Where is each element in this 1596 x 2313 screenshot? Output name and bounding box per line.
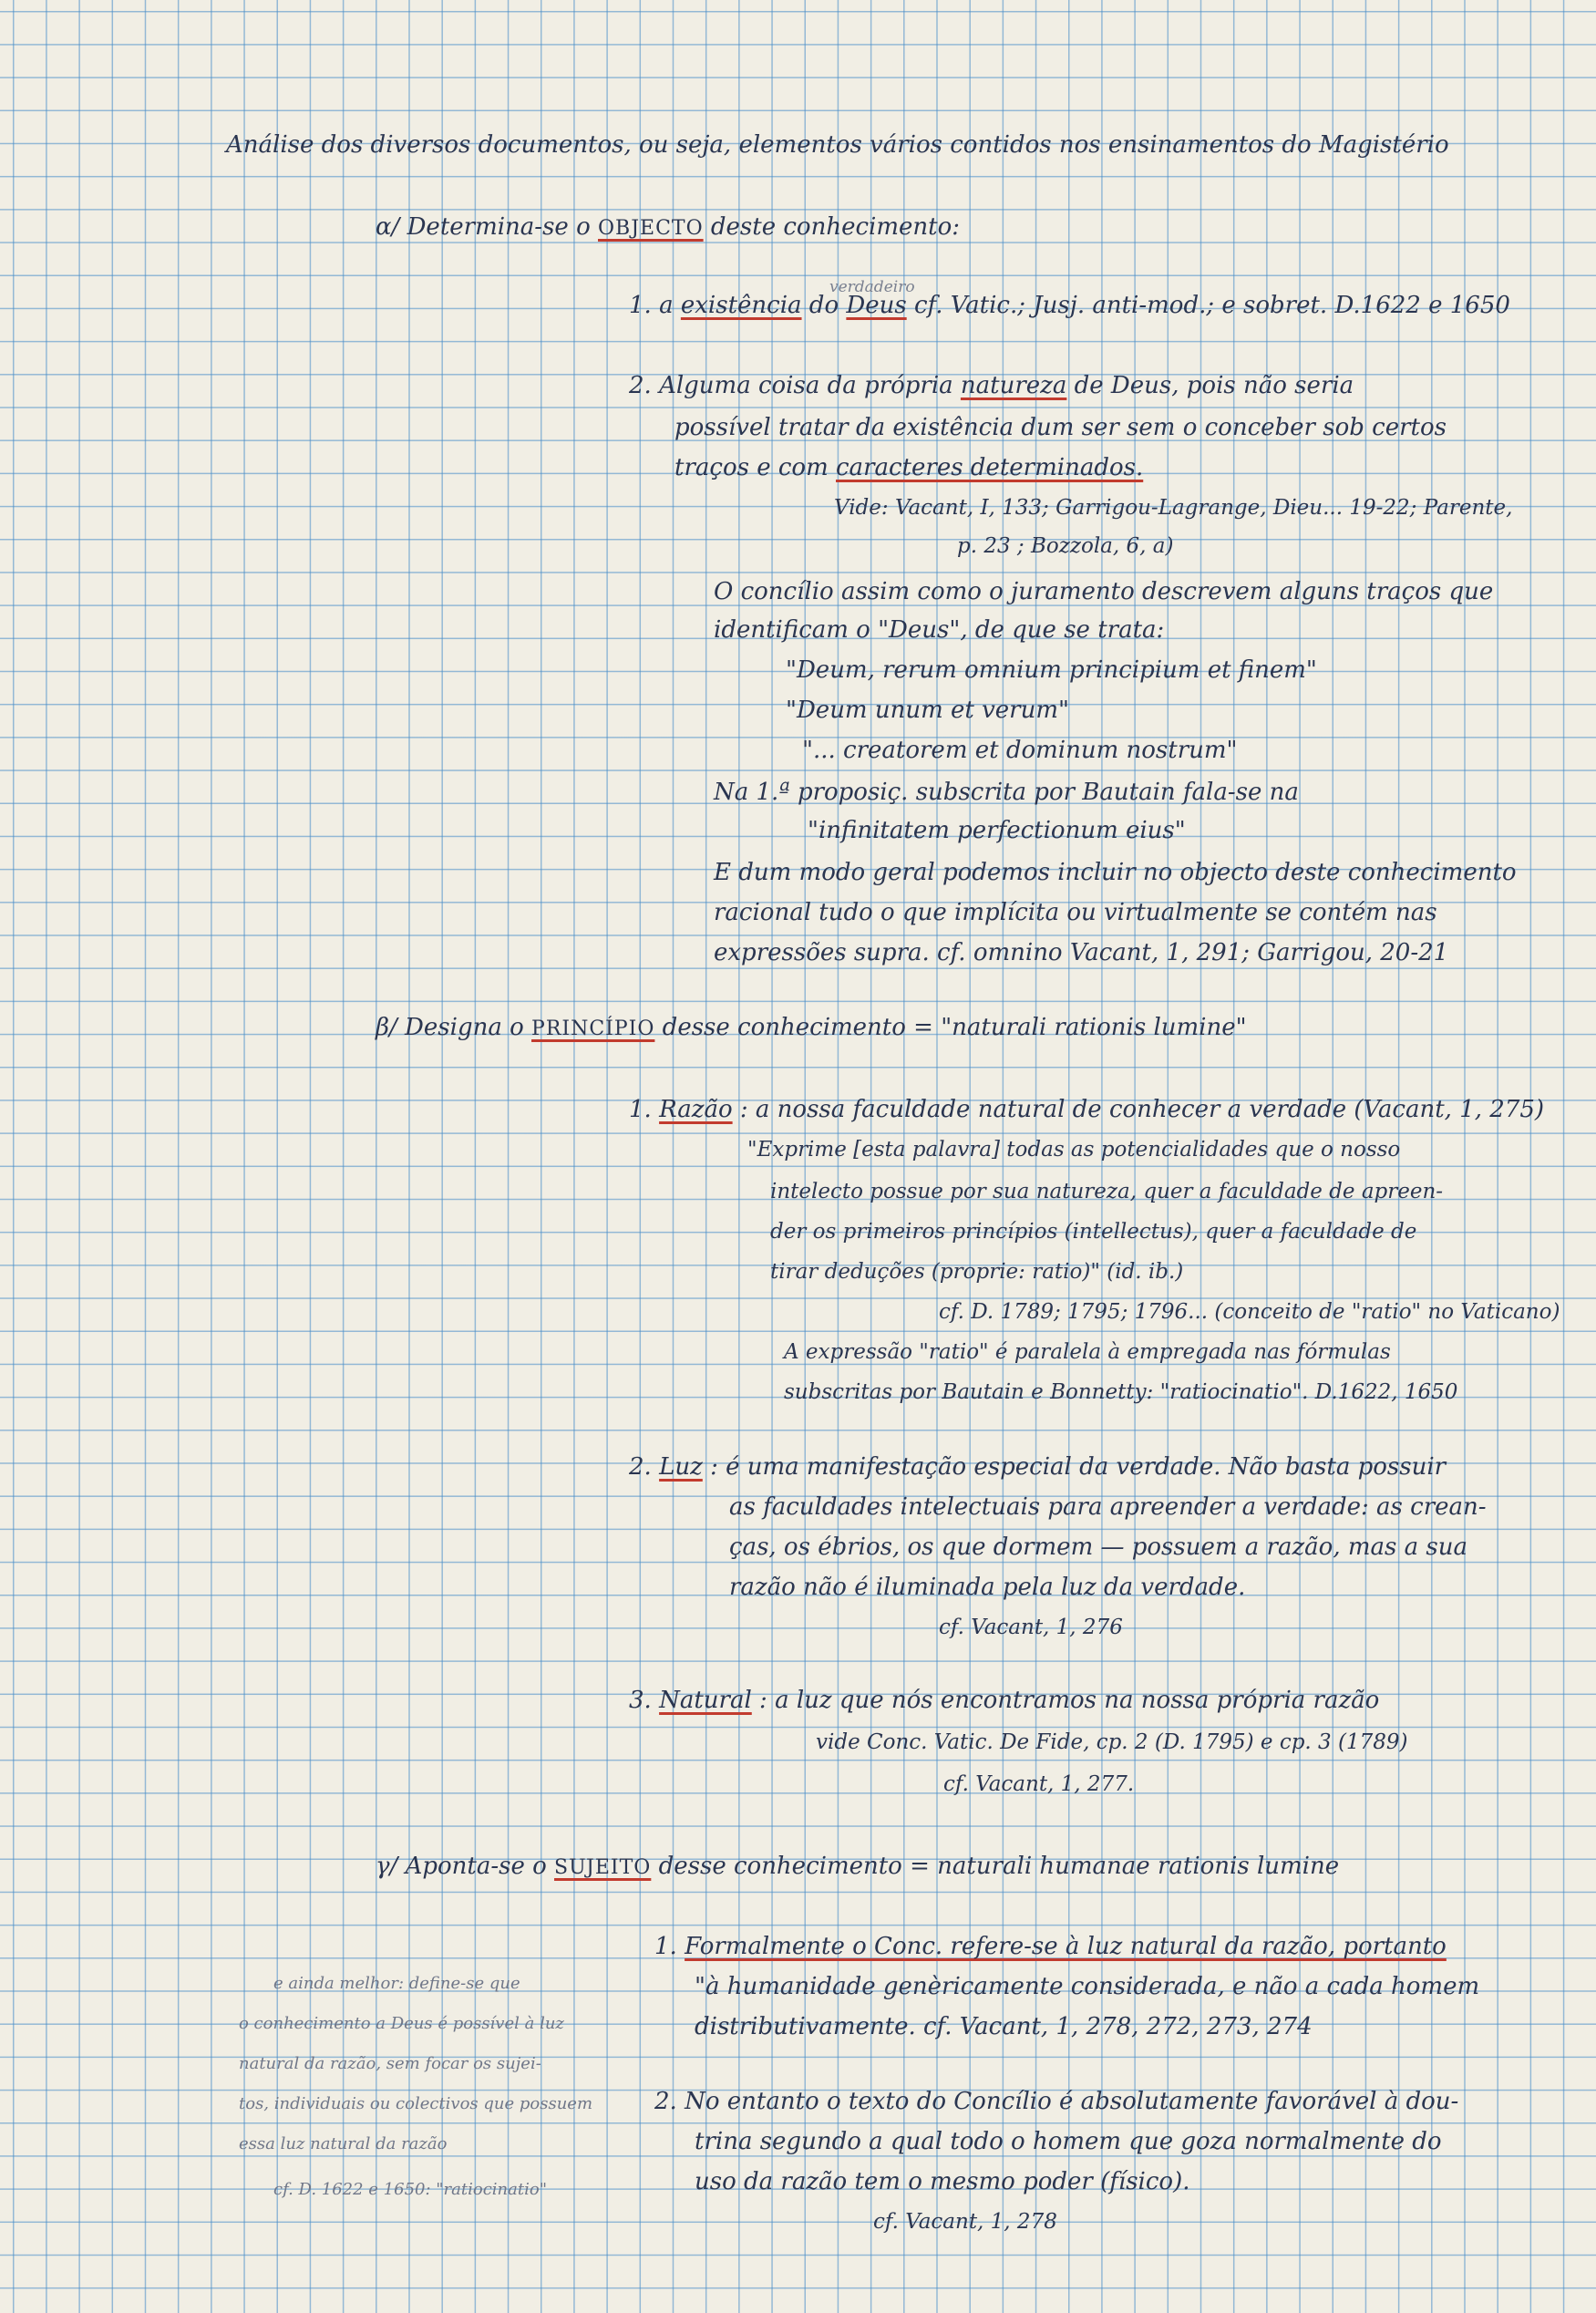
- concilio-2: identificam o "Deus", de que se trata:: [714, 616, 1165, 644]
- beta-item-2-line-2: as faculdades intelectuais para apreender a verdade: as crean-: [729, 1493, 1487, 1521]
- gamma-item-1-line-2: "à humanidade genèricamente considerada, e não a cada homem: [695, 1973, 1480, 2000]
- gamma-item-2-line-2: trina segundo a qual todo o homem que goza normalmente do: [695, 2128, 1442, 2155]
- beta-heading: β/ Designa o PRINCÍPIO desse conhecimento = "naturali rationis lumine": [376, 1014, 1247, 1041]
- infinitatem-line: "infinitatem perfectionum eius": [808, 817, 1186, 844]
- beta-item-1-line-6: A expressão "ratio" é paralela à empregada nas fórmulas: [784, 1340, 1391, 1364]
- margin-note-2: o conhecimento a Deus é possível à luz: [239, 2014, 564, 2033]
- vide-1: Vide: Vacant, I, 133; Garrigou-Lagrange, Dieu... 19-22; Parente,: [834, 496, 1513, 520]
- beta-item-2-line-1: 2. Luz : é uma manifestação especial da verdade. Não basta possuir: [629, 1453, 1447, 1481]
- gamma-item-2-ref: cf. Vacant, 1, 278: [873, 2210, 1057, 2234]
- margin-note-3: natural da razão, sem focar os sujei-: [239, 2054, 541, 2073]
- beta-item-1-line-4: der os primeiros princípios (intellectus), quer a faculdade de: [770, 1220, 1417, 1244]
- gamma-heading: γ/ Aponta-se o SUJEITO desse conhecimento = naturali humanae rationis lumine: [376, 1853, 1340, 1880]
- vide-2: p. 23 ; Bozzola, 6, a): [957, 534, 1174, 558]
- margin-note-1: e ainda melhor: define-se que: [273, 1974, 520, 1993]
- beta-item-2-line-3: ças, os ébrios, os que dormem — possuem a razão, mas a sua: [729, 1533, 1467, 1561]
- heading-line: Análise dos diversos documentos, ou seja, elementos vários contidos nos ensinamentos do Magistério: [226, 131, 1449, 159]
- concilio-1: O concílio assim como o juramento descrevem alguns traços que: [714, 578, 1494, 605]
- beta-item-3-line-1: 3. Natural : a luz que nós encontramos na nossa própria razão: [629, 1687, 1380, 1714]
- alpha-item-2-line-1: 2. Alguma coisa da própria natureza de Deus, pois não seria: [629, 372, 1354, 399]
- gamma-item-2-line-1: 2. No entanto o texto do Concílio é absolutamente favorável à dou-: [654, 2088, 1459, 2115]
- alpha-item-1: 1. a existência do Deus cf. Vatic.; Jusj. anti-mod.; e sobret. D.1622 e 1650: [629, 292, 1510, 319]
- beta-item-1-line-1: 1. Razão : a nossa faculdade natural de conhecer a verdade (Vacant, 1, 275): [629, 1096, 1545, 1123]
- quote-3: "... creatorem et dominum nostrum": [802, 737, 1238, 764]
- beta-item-1-ref: cf. D. 1789; 1795; 1796... (conceito de "ratio" no Vaticano): [939, 1300, 1560, 1324]
- beta-item-1-line-7: subscritas por Bautain e Bonnetty: "ratiocinatio". D.1622, 1650: [784, 1380, 1458, 1404]
- margin-note-4: tos, individuais ou colectivos que possuem: [239, 2094, 593, 2113]
- proposicao-line: Na 1.ª proposiç. subscrita por Bautain fala-se na: [714, 779, 1299, 806]
- alpha-insert-word: verdadeiro: [829, 278, 915, 296]
- quote-1: "Deum, rerum omnium principium et finem": [786, 656, 1317, 684]
- beta-item-3-ref: cf. Vacant, 1, 277.: [943, 1772, 1135, 1796]
- geral-2: racional tudo o que implícita ou virtualmente se contém nas: [714, 899, 1437, 926]
- alpha-item-2-line-3: traços e com caracteres determinados.: [674, 454, 1144, 481]
- gamma-item-1-line-1: 1. Formalmente o Conc. refere-se à luz natural da razão, portanto: [654, 1933, 1447, 1960]
- alpha-item-2-line-2: possível tratar da existência dum ser sem o conceber sob certos: [674, 414, 1447, 441]
- margin-note-5: essa luz natural da razão: [239, 2134, 448, 2153]
- geral-3: expressões supra. cf. omnino Vacant, 1, 291; Garrigou, 20-21: [714, 939, 1449, 966]
- geral-1: E dum modo geral podemos incluir no objecto deste conhecimento: [714, 859, 1517, 886]
- alpha-prefix: α/ Determina-se o OBJECTO deste conhecimento:: [376, 213, 960, 241]
- gamma-item-2-line-3: uso da razão tem o mesmo poder (físico).: [695, 2168, 1190, 2195]
- beta-item-2-line-4: razão não é iluminada pela luz da verdade.: [729, 1574, 1246, 1601]
- beta-item-3-line-2: vide Conc. Vatic. De Fide, cp. 2 (D. 1795) e cp. 3 (1789): [816, 1730, 1408, 1754]
- beta-item-1-line-2: "Exprime [esta palavra] todas as potencialidades que o nosso: [747, 1138, 1401, 1162]
- quote-2: "Deum unum et verum": [786, 697, 1069, 724]
- margin-note-6: cf. D. 1622 e 1650: "ratiocinatio": [273, 2180, 547, 2199]
- gamma-item-1-line-3: distributivamente. cf. Vacant, 1, 278, 272, 273, 274: [695, 2013, 1313, 2040]
- beta-item-1-line-3: intelecto possue por sua natureza, quer a faculdade de apreen-: [770, 1180, 1444, 1203]
- beta-item-1-line-5: tirar deduções (proprie: ratio)" (id. ib.): [770, 1260, 1184, 1284]
- beta-item-2-ref: cf. Vacant, 1, 276: [939, 1616, 1123, 1639]
